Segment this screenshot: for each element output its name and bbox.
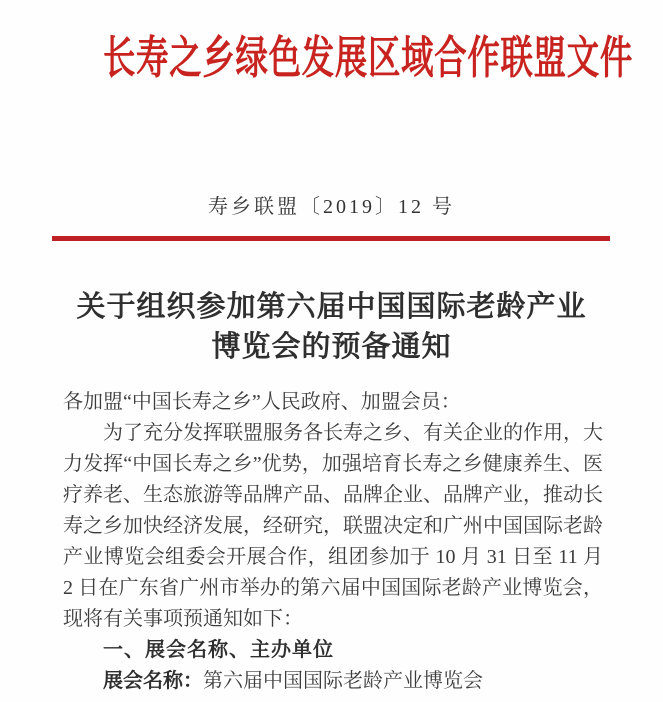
document-title [0,287,663,367]
document-number: 寿乡联盟〔2019〕12 号 [208,196,455,218]
expo-name-value: 第六届中国国际老龄产业博览会 [203,670,483,692]
salutation-line: 各加盟“中国长寿之乡”人民政府、加盟会员： [63,391,461,413]
body-paragraph: 为了充分发挥联盟服务各长寿之乡、有关企业的作用，大力发挥“中国长寿之乡”优势，加强培育长寿之乡健康养生、医疗养老、生态旅游等品牌产品、品牌企业、品牌产业，推动长寿之乡加快经济发展，经研究，联盟决定和广州中国国际老龄产业博览会组委会开展合作，组团参加于 10 月 31 日至 11 月 2 日在广东省广州市举办的第六届中国国际老龄产业博览会，现将有关事项预通知如下： [63,422,603,630]
expo-name-label: 展会名称： [103,670,203,692]
section-heading-1: 一、展会名称、主办单位 [103,639,334,661]
document-body [63,387,603,697]
expo-name-line [63,666,603,697]
red-header-banner [0,30,663,86]
banner-title: 长寿之乡绿色发展区域合作联盟文件 [103,33,633,83]
red-divider-line [52,236,610,241]
document-title-line2: 博览会的预备通知 [211,331,452,363]
document-title-line1: 关于组织参加第六届中国国际老龄产业 [76,291,587,323]
